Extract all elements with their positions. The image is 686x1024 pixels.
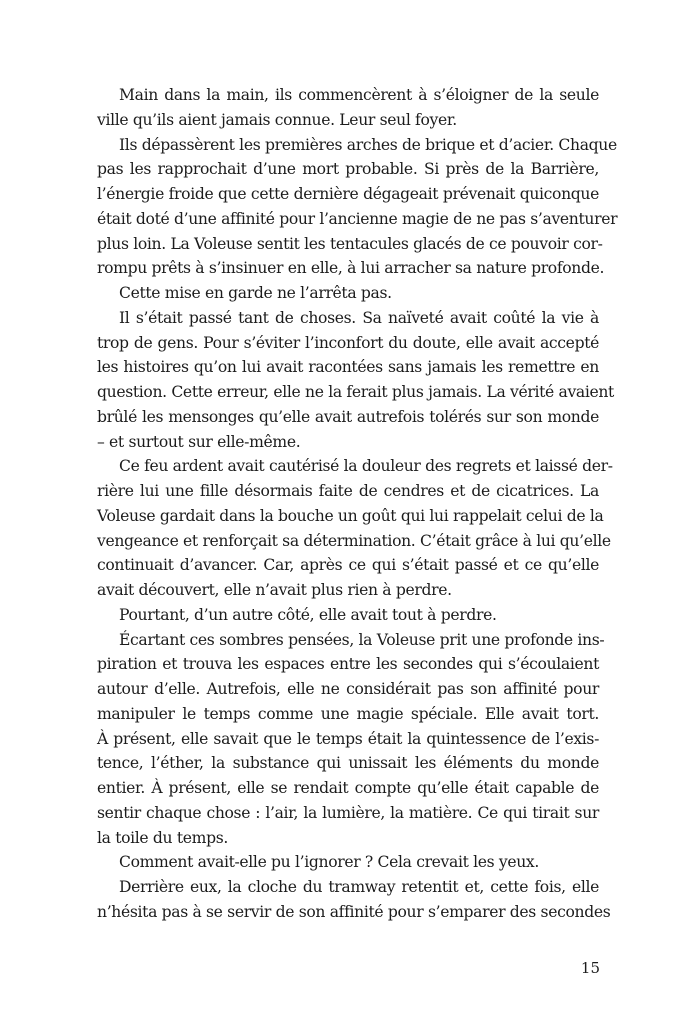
text-line: avait découvert, elle n’avait plus rien à perdre. xyxy=(97,581,452,599)
text-line: tence, l’éther, la substance qui unissait les éléments du monde xyxy=(97,754,599,773)
text-line: – et surtout sur elle-même. xyxy=(97,432,301,451)
page-body xyxy=(97,83,618,925)
text-line: Derrière eux, la cloche du tramway retentit et, cette fois, elle xyxy=(119,878,599,896)
text-line: vengeance et renforçait sa détermination. C’était grâce à lui qu’elle xyxy=(97,531,611,550)
text-line: ville qu’ils aient jamais connue. Leur seul foyer. xyxy=(97,110,457,129)
text-line: Main dans la main, ils commencèrent à s’éloigner de la seule xyxy=(119,86,599,104)
text-line: À présent, elle savait que le temps était la quintessence de l’exis- xyxy=(97,729,599,748)
text-line: Voleuse gardait dans la bouche un goût qui lui rappelait celui de la xyxy=(97,506,604,525)
text-line: Cette mise en garde ne l’arrêta pas. xyxy=(119,284,392,302)
text-line: rompu prêts à s’insinuer en elle, à lui arracher sa nature profonde. xyxy=(97,259,605,278)
text-line: Écartant ces sombres pensées, la Voleuse prit une profonde ins- xyxy=(119,630,605,649)
text-line: Il s’était passé tant de choses. Sa naïveté avait coûté la vie à xyxy=(119,308,599,327)
text-line: Ils dépassèrent les premières arches de brique et d’acier. Chaque xyxy=(119,135,617,154)
text-line: pas les rapprochait d’une mort probable. Si près de la Barrière, xyxy=(97,160,599,179)
text-line: Comment avait-elle pu l’ignorer ? Cela crevait les yeux. xyxy=(119,853,539,872)
text-line: la toile du temps. xyxy=(97,828,228,847)
text-line: était doté d’une affinité pour l’ancienne magie de ne pas s’aventurer xyxy=(97,209,618,228)
text-line: n’hésita pas à se servir de son affinité pour s’emparer des secondes xyxy=(97,902,611,921)
text-line: question. Cette erreur, elle ne la ferait plus jamais. La vérité avaient xyxy=(97,383,614,401)
text-line: Ce feu ardent avait cautérisé la douleur des regrets et laissé der- xyxy=(119,457,613,476)
text-line: manipuler le temps comme une magie spéciale. Elle avait tort. xyxy=(97,704,599,723)
text-line: brûlé les mensonges qu’elle avait autrefois tolérés sur son monde xyxy=(97,407,599,426)
text-line: continuait d’avancer. Car, après ce qui s’était passé et ce qu’elle xyxy=(97,556,599,575)
text-line: autour d’elle. Autrefois, elle ne considérait pas son affinité pour xyxy=(97,680,599,698)
text-line: sentir chaque chose : l’air, la lumière, la matière. Ce qui tirait sur xyxy=(97,803,599,822)
text-line: Pourtant, d’un autre côté, elle avait tout à perdre. xyxy=(119,605,497,624)
text-line: plus loin. La Voleuse sentit les tentacules glacés de ce pouvoir cor- xyxy=(97,234,603,253)
text-line: l’énergie froide que cette dernière dégageait prévenait quiconque xyxy=(97,185,599,203)
text-line: rière lui une fille désormais faite de cendres et de cicatrices. La xyxy=(97,482,599,500)
text-line: les histoires qu’on lui avait racontées sans jamais les remettre en xyxy=(97,358,599,377)
text-line: piration et trouva les espaces entre les secondes qui s’écoulaient xyxy=(97,655,599,674)
text-line: entier. À présent, elle se rendait compte qu’elle était capable de xyxy=(97,779,599,797)
text-line: trop de gens. Pour s’éviter l’inconfort du doute, elle avait accepté xyxy=(97,333,599,352)
page-number: 15 xyxy=(580,959,600,977)
